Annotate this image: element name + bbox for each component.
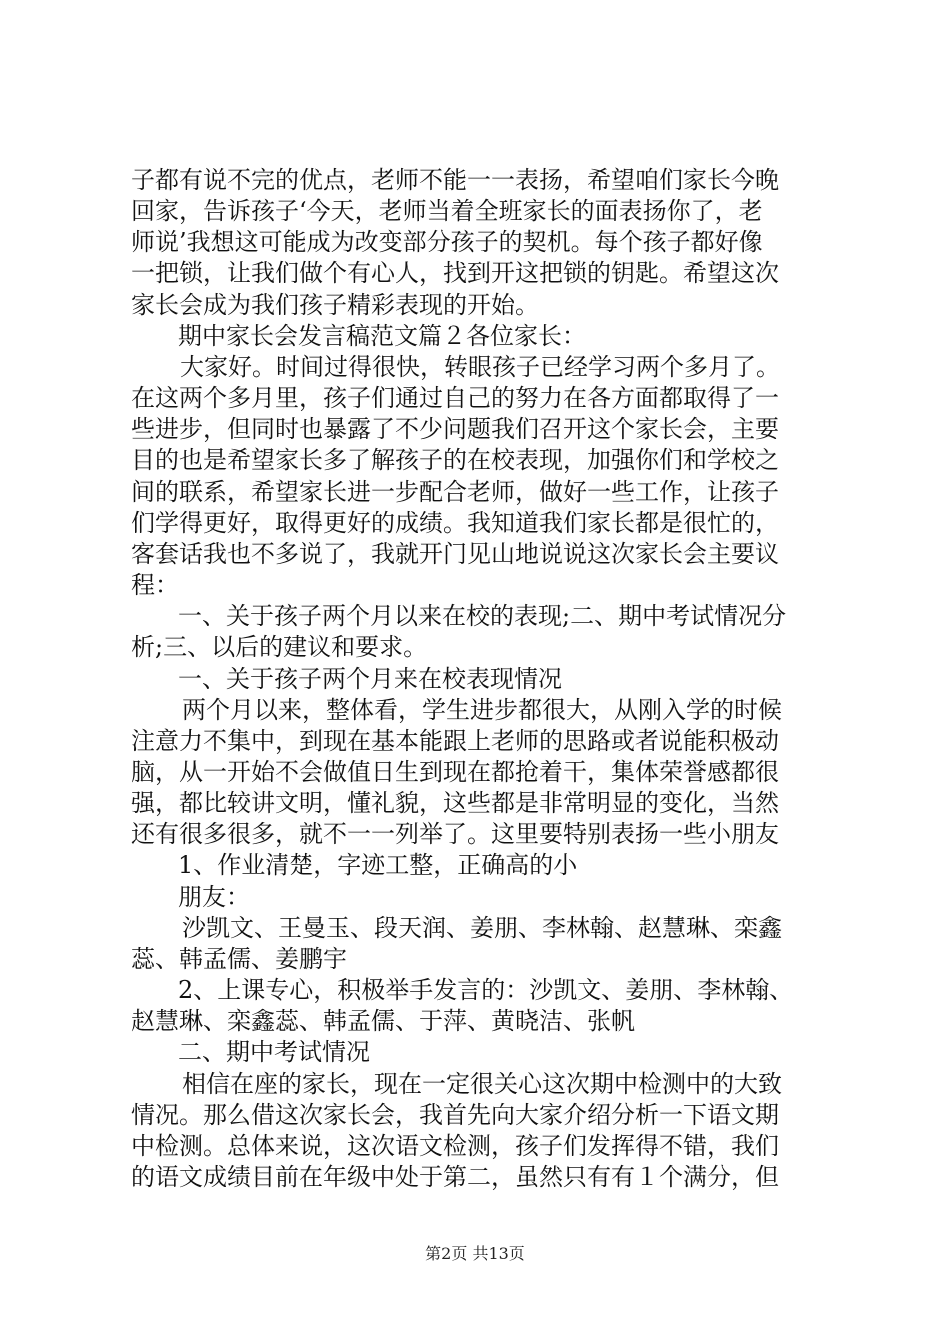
page-number-footer: 第2页 共13页 [425, 1244, 525, 1263]
text-line: 回家，告诉孩子‘今天，老师当着全班家长的面表扬你了，老 [131, 197, 763, 225]
text-line: 蕊、韩孟儒、姜鹏宇 [131, 945, 347, 973]
text-line: 沙凯文、王曼玉、段天润、姜朋、李林翰、赵慧琳、栾鑫 [182, 914, 782, 942]
text-line: 一、关于孩子两个月来在校表现情况 [178, 665, 562, 693]
text-line: 赵慧琳、栾鑫蕊、韩孟儒、于萍、黄晓洁、张帆 [131, 1007, 635, 1035]
text-line: 程： [131, 571, 179, 599]
text-line: 师说’我想这可能成为改变部分孩子的契机。每个孩子都好像 [131, 228, 763, 256]
text-line: 情况。那么借这次家长会，我首先向大家介绍分析一下语文期 [131, 1101, 779, 1129]
text-line: 相信在座的家长，现在一定很关心这次期中检测中的大致 [182, 1070, 782, 1098]
text-line: 朋友： [178, 883, 250, 911]
text-line: 的语文成绩目前在年级中处于第二，虽然只有有１个满分，但 [131, 1163, 779, 1191]
text-line: 们学得更好，取得更好的成绩。我知道我们家长都是很忙的， [131, 509, 779, 537]
text-line: 目的也是希望家长多了解孩子的在校表现，加强你们和学校之 [131, 446, 779, 474]
text-line: 家长会成为我们孩子精彩表现的开始。 [131, 291, 539, 319]
text-line: 注意力不集中，到现在基本能跟上老师的思路或者说能积极动 [131, 727, 779, 755]
text-line: 两个月以来，整体看，学生进步都很大，从刚入学的时候 [182, 696, 782, 724]
text-line: 中检测。总体来说，这次语文检测，孩子们发挥得不错，我们 [131, 1132, 779, 1160]
text-line: 2、上课专心，积极举手发言的：沙凯文、姜朋、李林翰、 [178, 976, 794, 1004]
text-line: 一、关于孩子两个月以来在校的表现;二、期中考试情况分 [178, 602, 787, 630]
text-line: 间的联系，希望家长进一步配合老师，做好一些工作，让孩子 [131, 478, 779, 506]
text-line: 些进步，但同时也暴露了不少问题我们召开这个家长会，主要 [131, 415, 779, 443]
text-line: 一把锁，让我们做个有心人，找到开这把锁的钥匙。希望这次 [131, 259, 779, 287]
text-line: 还有很多很多，就不一一列举了。这里要特别表扬一些小朋友 [131, 820, 779, 848]
text-line: 客套话我也不多说了，我就开门见山地说说这次家长会主要议 [131, 540, 779, 568]
text-line: 1、作业清楚，字迹工整，正确高的小 [178, 851, 578, 879]
text-line: 脑，从一开始不会做值日生到现在都抢着干，集体荣誉感都很 [131, 758, 779, 786]
text-line: 析;三、以后的建议和要求。 [131, 633, 428, 661]
text-line: 子都有说不完的优点，老师不能一一表扬，希望咱们家长今晚 [131, 166, 779, 194]
text-line: 在这两个多月里，孩子们通过自己的努力在各方面都取得了一 [131, 384, 779, 412]
text-line: 二、期中考试情况 [178, 1038, 370, 1066]
text-line: 强，都比较讲文明，懂礼貌，这些都是非常明显的变化，当然 [131, 789, 779, 817]
text-line: 期中家长会发言稿范文篇２各位家长： [178, 322, 586, 350]
text-line: 大家好。时间过得很快，转眼孩子已经学习两个多月了。 [180, 353, 780, 381]
